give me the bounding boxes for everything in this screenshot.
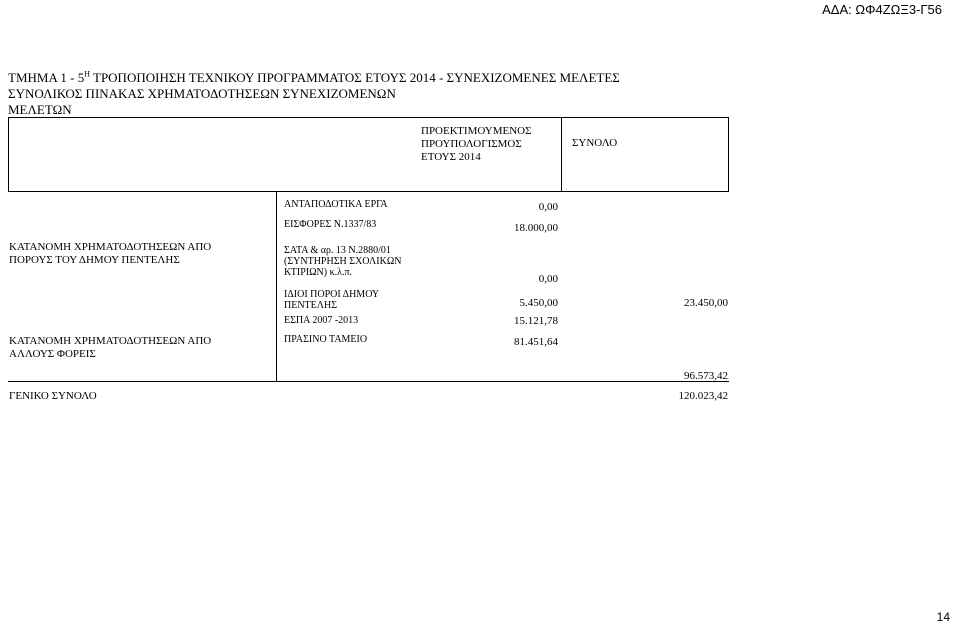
page-title-line-1: ΤΜΗΜΑ $1 - 5^H$ ΤΡΟΠΟΠΟΙΗΣΗ ΤΕΧΝΙΚΟΥ ΠΡΟΓΡΑΜΜΑΤΟΣ ΕΤΟΥΣ 2014 - ΣΥΝΕΧΙΖΟΜΕΝΕΣ ΜΕΛΕΤΕΣ [8, 69, 620, 85]
grand-total-top-border [8, 381, 729, 382]
row-label-eisfores: ΕΙΣΦΟΡΕΣ Ν.1337/83 [284, 219, 377, 230]
table-right-border [728, 117, 729, 191]
table-top-border [8, 117, 729, 118]
other-bodies-total: 96.573,42 [684, 370, 728, 382]
table-left-border [8, 117, 9, 191]
row-value-antapodotika: 0,00 [538, 201, 558, 213]
row-label-espa: ΕΣΠΑ 2007 -2013 [284, 315, 359, 326]
page-title-line-3: ΜΕΛΕΤΩΝ [8, 102, 72, 117]
column-header-budget: ΠΡΟΕΚΤΙΜΟΥΜΕΝΟΣ ΠΡΟΥΠΟΛΟΓΙΣΜΟΣ ΕΤΟΥΣ 2014 [421, 125, 532, 163]
row-value-espa: 15.121,78 [514, 315, 558, 327]
row-total-own-resources: 23.450,00 [684, 297, 728, 309]
page-number: 14 [936, 610, 950, 624]
label-column-divider [276, 191, 277, 381]
ada-code: ΑΔΑ: ΩΦ4ΖΩΞ3-Γ56 [822, 2, 942, 17]
row-label-antapodotika: ΑΝΤΑΠΟΔΟΤΙΚΑ ΕΡΓΑ [284, 199, 388, 210]
column-header-total: ΣΥΝΟΛΟ [572, 137, 618, 149]
header-bottom-border [8, 191, 729, 192]
row-label-sata: ΣΑΤΑ & αρ. 13 Ν.2880/01 (ΣΥΝΤΗΡΗΣΗ ΣΧΟΛΙΚΩΝ ΚΤΙΡΙΩΝ) κ.λ.π. [284, 245, 402, 278]
section-other-bodies: ΚΑΤΑΝΟΜΗ ΧΡΗΜΑΤΟΔΟΤΗΣΕΩΝ ΑΠΟ ΑΛΛΟΥΣ ΦΟΡΕΙΣ [9, 335, 212, 360]
grand-total-label: ΓΕΝΙΚΟ ΣΥΝΟΛΟ [9, 390, 97, 402]
row-value-prasino: 81.451,64 [514, 336, 558, 348]
row-label-idioi: ΙΔΙΟΙ ΠΟΡΟΙ ΔΗΜΟΥ ΠΕΝΤΕΛΗΣ [284, 289, 380, 311]
column-divider [561, 117, 562, 191]
page-title-line-2: ΣΥΝΟΛΙΚΟΣ ΠΙΝΑΚΑΣ ΧΡΗΜΑΤΟΔΟΤΗΣΕΩΝ ΣΥΝΕΧΙΖΟΜΕΝΩΝ [8, 86, 396, 101]
grand-total-value: 120.023,42 [678, 390, 728, 402]
row-value-eisfores: 18.000,00 [514, 222, 558, 234]
row-value-idioi: 5.450,00 [519, 297, 558, 309]
row-label-prasino: ΠΡΑΣΙΝΟ ΤΑΜΕΙΟ [284, 334, 368, 345]
section-own-resources: ΚΑΤΑΝΟΜΗ ΧΡΗΜΑΤΟΔΟΤΗΣΕΩΝ ΑΠΟ ΠΟΡΟΥΣ ΤΟΥ ΔΗΜΟΥ ΠΕΝΤΕΛΗΣ [9, 241, 212, 266]
row-value-sata: 0,00 [538, 273, 558, 285]
